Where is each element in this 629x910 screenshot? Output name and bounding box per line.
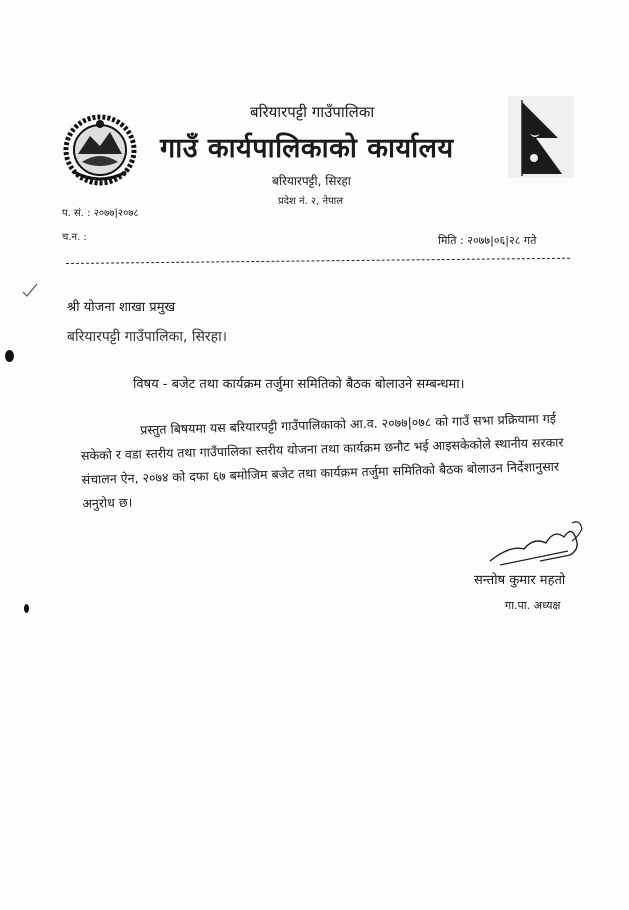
letter-body (80, 406, 582, 516)
province-line: प्रदेश नं. २, नेपाल (278, 196, 344, 207)
tick-mark-icon (22, 282, 38, 298)
body-paragraph: प्रस्तुत बिषयमा यस बरियारपट्टी गाउँपालिकाको आ.व. २०७७|०७८ को गाउँ सभा प्रक्रियामा गई सकेको र वडा स्तरीय तथा गाउँपालिका स्तरीय योजना तथा कार्यक्रम छनौट भई आइसकेकोले स्थानीय सरकार संचालन ऐन, २०७४ को दफा ६७ बमोजिम बजेट तथा कार्यक्रम तर्जुमा समितिको बैठक बोलाउन निर्देशानुसार अनुरोध छ। (80, 410, 564, 511)
signatory-name: सन्तोष कुमार महतो (474, 573, 566, 588)
recipient-title: श्री योजना शाखा प्रमुख (67, 300, 176, 315)
letter-number: प. सं. : २०७७|२०७८ (62, 208, 139, 219)
letter-subject: विषय - बजेट तथा कार्यक्रम तर्जुमा समितिको बैठक बोलाउने सम्बन्धमा। (133, 377, 465, 392)
municipality-name: बरियारपट्टी गाउँपालिका (250, 103, 375, 121)
dispatch-number: च.न. : (62, 232, 87, 243)
office-title: गाउँ कार्यपालिकाको कार्यालय (160, 133, 454, 164)
recipient-address: बरियारपट्टी गाउँपालिका, सिरहा। (67, 329, 228, 345)
signatory-title: गा.पा. अध्यक्ष (505, 599, 561, 612)
nepal-emblem-icon (60, 110, 140, 188)
punch-hole (5, 350, 14, 362)
punch-hole (24, 604, 29, 613)
letter-date: मिति : २०७७|०६|२८ गते (438, 234, 537, 247)
nepal-flag-icon (508, 96, 574, 178)
office-address: बरियारपट्टी, सिरहा (272, 174, 351, 188)
header-divider (66, 258, 570, 264)
signature-mark (480, 515, 590, 573)
